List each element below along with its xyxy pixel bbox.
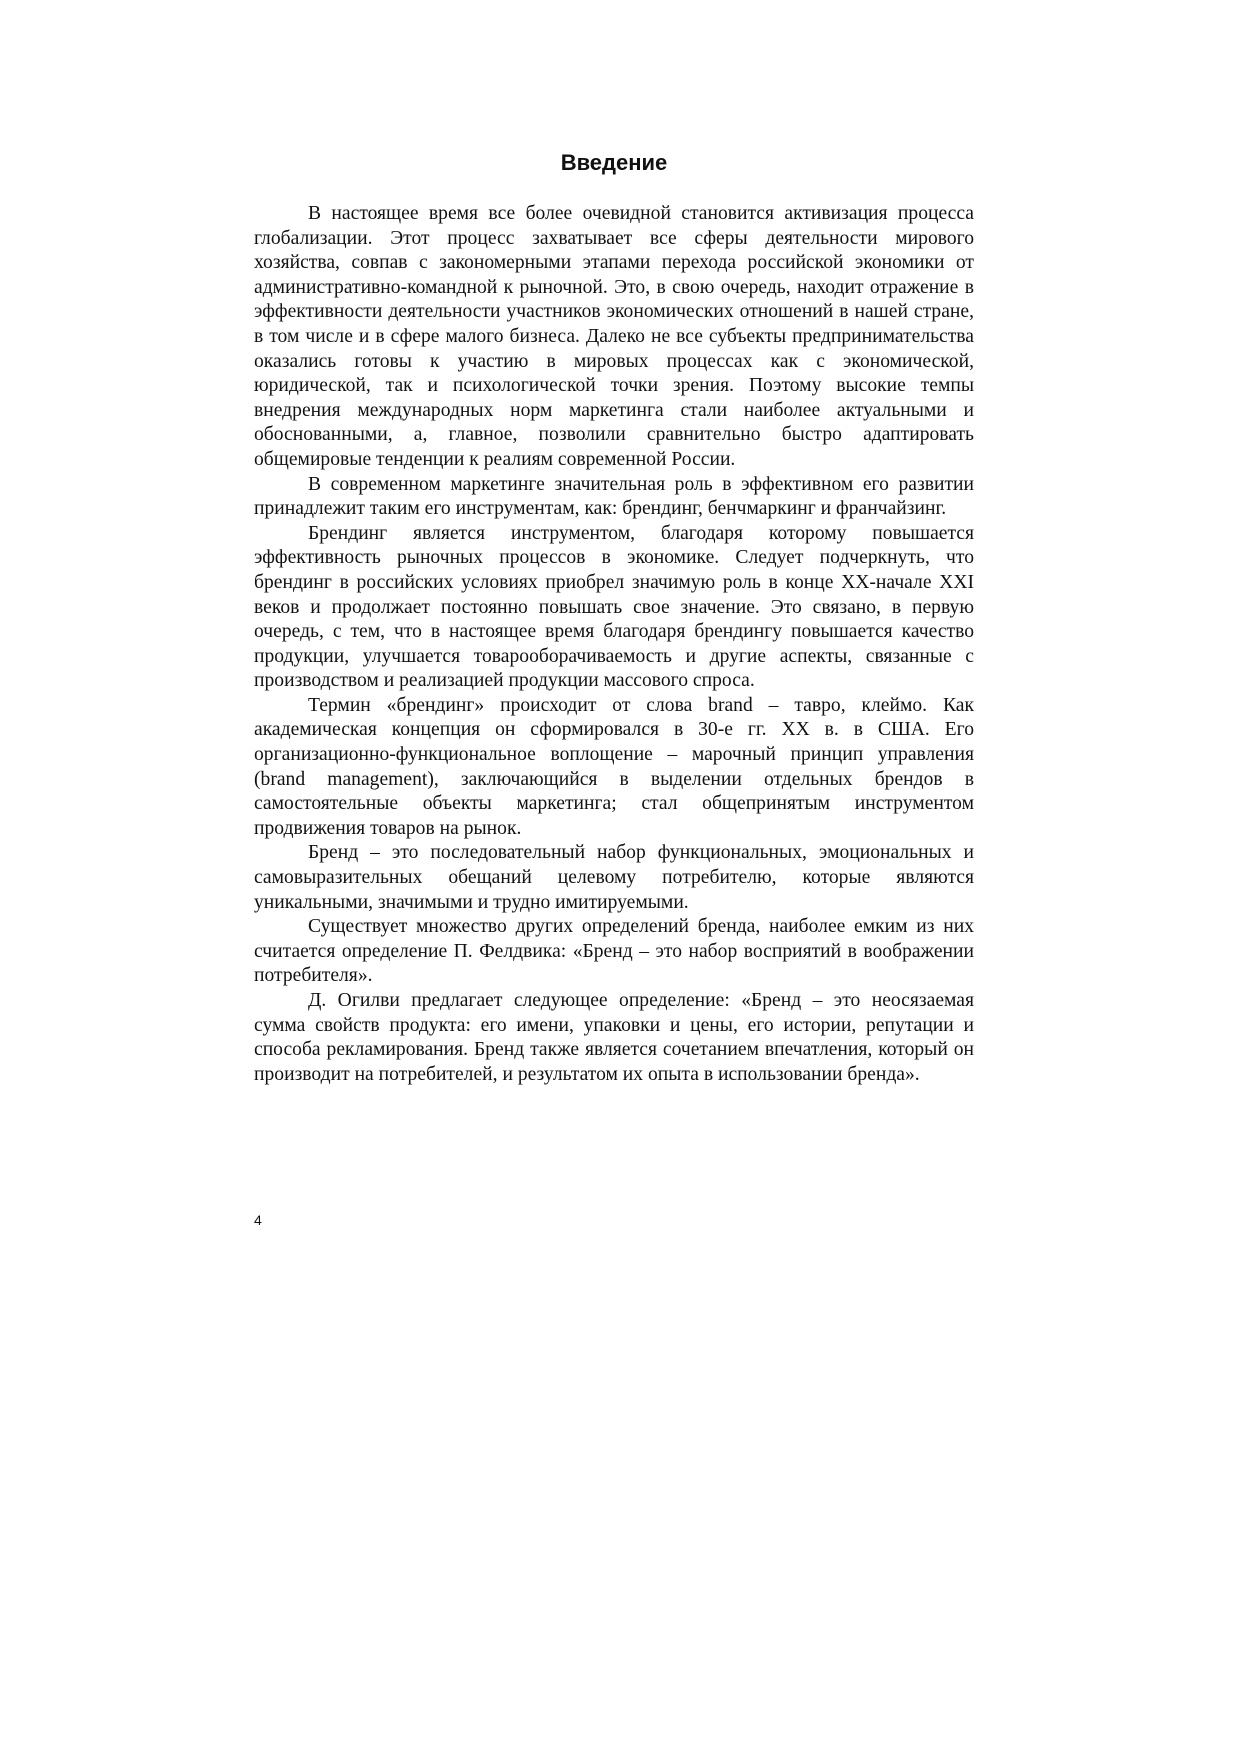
paragraph-brand-definition: Бренд – это последовательный набор функциональных, эмоциональных и самовыразительных обещаний целевому потребителю, которые являются уникальными, значимыми и трудно имитируемыми.: [254, 842, 974, 913]
paragraph-term-branding: Термин «брендинг» происходит от слова brand – тавро, клеймо. Как академическая концепция он сформировался в 30-е гг. XX в. в США. Его организационно-функциональное воплощение – марочный принцип управления (brand management), заключающийся в выделении отдельных брендов в самостоятельные объекты маркетинга; стал общепринятым инструментом продвижения товаров на рынок.: [254, 694, 974, 839]
paragraph-marketing-tools: В современном маркетинге значительная роль в эффективном его развитии принадлежит таким его инструментам, как: брендинг, бенчмаркинг и франчайзинг.: [254, 473, 974, 520]
page-title: Введение: [560, 150, 668, 175]
page-number: 4: [254, 1212, 262, 1228]
paragraph-feldwick-definition: Существует множество других определений бренда, наиболее емким из них считается определение П. Фелдвика: «Бренд – это набор восприятий в воображении потребителя».: [254, 916, 974, 987]
body-text: [254, 202, 974, 1087]
paragraph-ogilvy-definition: Д. Огилви предлагает следующее определение: «Бренд – это неосязаемая сумма свойств продукта: его имени, упаковки и цены, его истории, репутации и способа рекламирования. Бренд также является сочетанием впечатления, который он производит на потребителей, и результатом их опыта в использовании бренда».: [254, 990, 974, 1085]
paragraph-intro: В настоящее время все более очевидной становится активизация процесса глобализации. Этот процесс захватывает все сферы деятельности мирового хозяйства, совпав с закономерными этапами перехода российской экономики от административно-командной к рыночной. Это, в свою очередь, находит отражение в эффективности деятельности участников экономических отношений в нашей стране, в том числе и в сфере малого бизнеса. Далеко не все субъекты предпринимательства оказались готовы к участию в мировых процессах как с экономической, юридической, так и психологической точки зрения. Поэтому высокие темпы внедрения международных норм маркетинга стали наиболее актуальными и обоснованными, а, главное, позволили сравнительно быстро адаптировать общемировые тенденции к реалиям современной России.: [254, 203, 974, 470]
paragraph-branding: Брендинг является инструментом, благодаря которому повышается эффективность рыночных процессов в экономике. Следует подчеркнуть, что брендинг в российских условиях приобрел значимую роль в конце XX-начале XXI веков и продолжает постоянно повышать свое значение. Это связано, в первую очередь, с тем, что в настоящее время благодаря брендингу повышается качество продукции, улучшается товарооборачиваемость и другие аспекты, связанные с производством и реализацией продукции массового спроса.: [254, 522, 974, 692]
